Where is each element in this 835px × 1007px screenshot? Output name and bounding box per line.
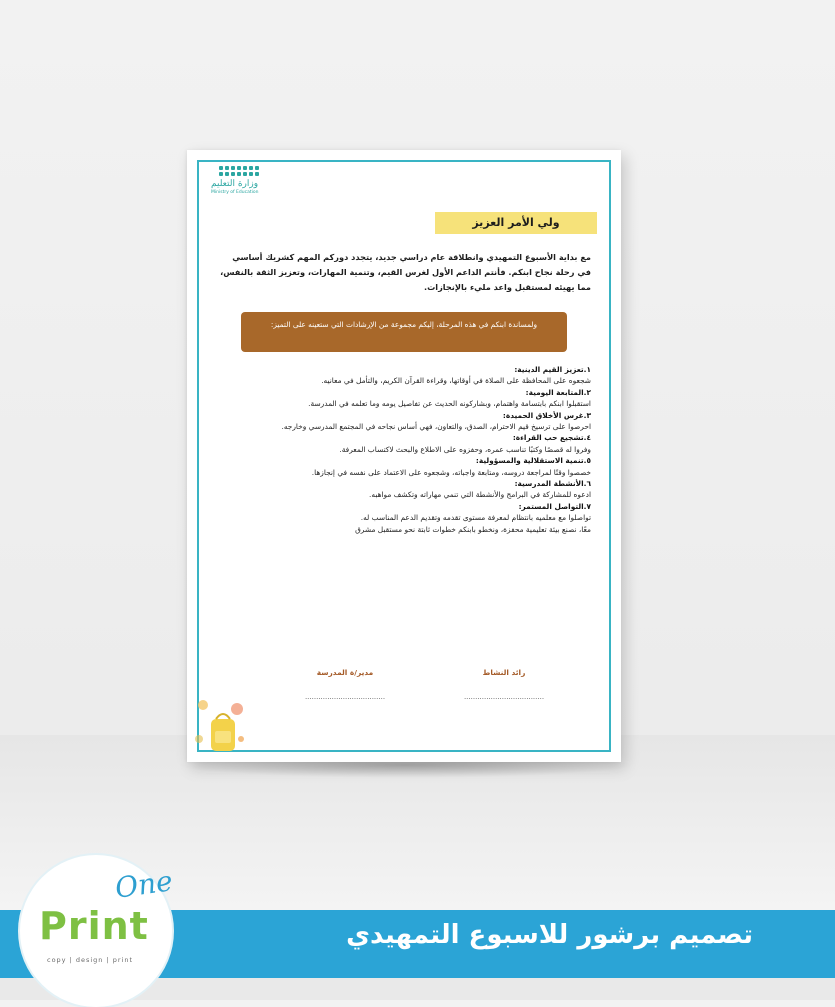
guide-heading: ٧.التواصل المستمر: (518, 501, 591, 511)
poster (187, 150, 621, 762)
guide-heading: ٤.تشجيع حب القراءة: (512, 433, 591, 443)
guide-text: استقبلوا ابنكم بابتسامة واهتمام، وبشاركونه الحديث عن تفاصيل يومه وما تعلمه في المدرسة. (308, 399, 591, 409)
guide-item (217, 455, 591, 478)
guide-text: خصصوا وقتًا لمراجعة دروسه، ومتابعة واجباته، وشجعوه على الاعتماد على نفسه في إنجازها. (311, 467, 591, 477)
guide-item (217, 432, 591, 455)
guide-heading: ٦.الأنشطة المدرسية: (514, 479, 591, 489)
guide-text: ادعوه للمشاركة في البرامج والأنشطة التي تنمي مهاراته وتكشف مواهبه. (369, 490, 591, 500)
guide-item (217, 501, 591, 524)
signature-line: .................................... (463, 693, 545, 701)
guide-item (217, 410, 591, 433)
guide-intro-text: ولمساندة ابنكم في هذه المرحلة، إليكم مجموعة من الإرشادات التي ستعينه على التميز: (270, 320, 538, 329)
guide-text: تواصلوا مع معلميه بانتظام لمعرفة مستوى تقدمه وتقديم الدعم المناسب له. (360, 513, 591, 523)
guide-item (217, 387, 591, 410)
guide-heading: ٢.المتابعة اليومية: (525, 387, 591, 397)
signature-activity (449, 668, 559, 701)
poster-title: ولي الأمر العزيز (435, 212, 597, 234)
school-bag-illustration (191, 695, 251, 765)
signature-principal (285, 668, 405, 701)
guide-text: شجعوه على المحافظة على الصلاة في أوقاتها، وقراءة القرآن الكريم، والتأمل في معانيه. (321, 376, 591, 386)
banner-title: تصميم برشور للاسبوع التمهيدي (346, 920, 753, 950)
brand-tagline: copy | design | print (47, 956, 134, 964)
guide-heading: ٥.تنمية الاستقلالية والمسؤولية: (475, 456, 591, 466)
signature-principal-label: مدير/ة المدرسة (316, 668, 374, 677)
ministry-name: وزارة التعليم (211, 179, 259, 189)
closing-text: معًا، نصنع بيئة تعليمية محفزة، ونخطو بابنكم خطوات ثابتة نحو مستقبل مشرق (355, 524, 591, 534)
guide-intro-box (241, 312, 567, 352)
guide-heading: ٣.غرس الأخلاق الحميدة: (502, 410, 591, 420)
signature-line: .................................... (304, 693, 386, 701)
guides-list (217, 364, 591, 535)
ministry-subtitle: Ministry of Education (211, 190, 259, 195)
brand-one-text: One (112, 864, 175, 905)
guide-heading: ١.تعزيز القيم الدينية: (514, 365, 591, 374)
guide-text: احرصوا على ترسيخ قيم الاحترام، الصدق، والتعاون، فهي أساس نجاحه في المجتمع المدرسي وخارجه. (281, 422, 591, 432)
brand-logo (20, 855, 175, 1007)
guide-item (217, 364, 591, 387)
guide-item (217, 478, 591, 501)
ministry-logo (211, 166, 281, 195)
ministry-dots-icon (219, 166, 281, 176)
brand-print-text: Print (39, 904, 149, 948)
signature-activity-label: رائد النشاط (482, 668, 526, 677)
guide-text: وفروا له قصصًا وكتبًا تناسب عمره، وحفزوه على الاطلاع والبحث لاكتساب المعرفة. (339, 444, 591, 454)
intro-paragraph: مع بداية الأسبوع التمهيدي وانطلاقة عام دراسي جديد، يتجدد دوركم المهم كشريك أساسي في رحلة نجاح ابنكم. فأنتم الداعم الأول لغرس القيم، وتنمية المهارات، وتعزيز الثقة بالنفس، مما يهيئه لمستقبل واعد مليء بالإنجازات. (220, 252, 591, 292)
